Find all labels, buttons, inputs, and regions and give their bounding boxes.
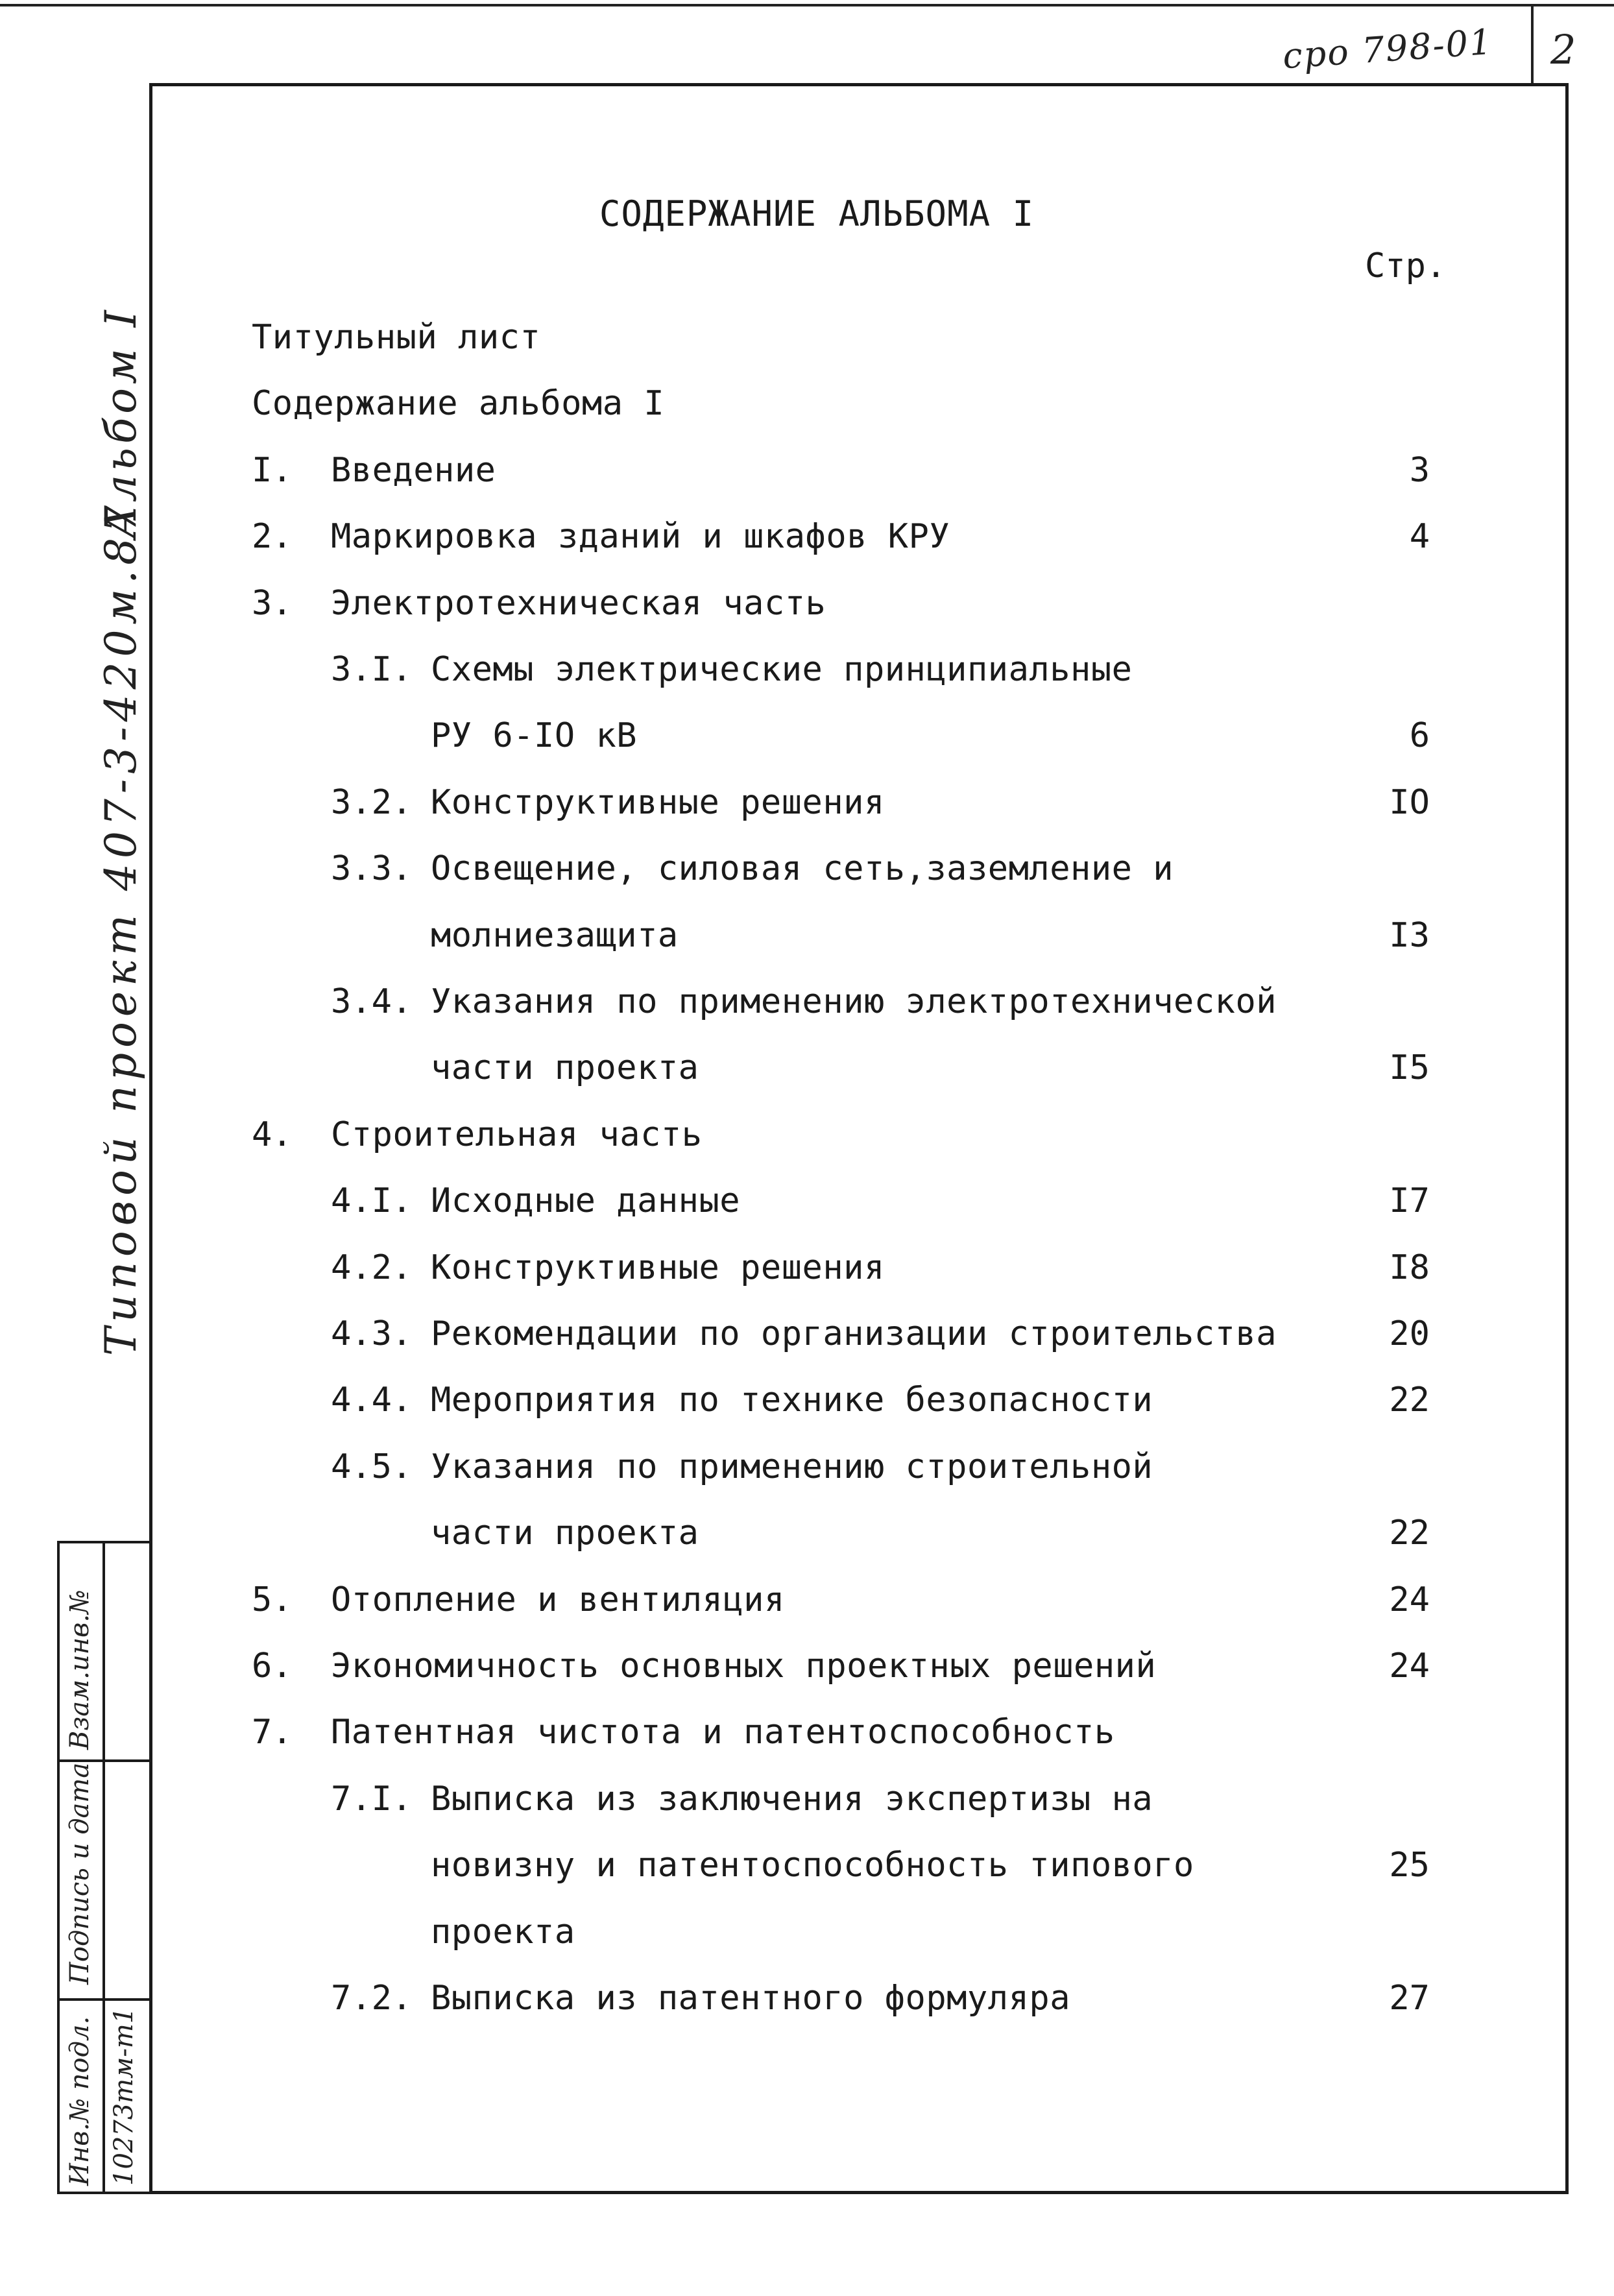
sheet-number: 2 — [1550, 26, 1576, 73]
toc-item-text: Указания по применению строительной — [431, 1447, 1153, 1486]
toc-item-number: 3. — [252, 583, 293, 623]
toc-item-number: I. — [252, 450, 293, 490]
toc-item-number: 3.3. — [331, 849, 413, 889]
toc-item-text: молниезащита — [431, 915, 679, 955]
toc-item-text: части проекта — [431, 1048, 699, 1088]
toc-item-number: 3.2. — [331, 782, 413, 822]
toc-item-number: 3.4. — [331, 982, 413, 1021]
toc-item-text: Строительная часть — [331, 1115, 703, 1154]
toc-item-text: Выписка из патентного формуляра — [431, 1979, 1071, 2018]
toc-item-text: части проекта — [431, 1514, 699, 1553]
inventory-stamp — [57, 1541, 152, 2194]
toc-item-number: 3.I. — [331, 650, 413, 689]
document-code-cell — [960, 6, 1531, 83]
toc-item-text: Экономичность основных проектных решений — [331, 1647, 1157, 1686]
toc-item-number: 4. — [252, 1115, 293, 1154]
toc-item-page: 22 — [1389, 1514, 1430, 1553]
toc-item-page: 6 — [1409, 716, 1430, 756]
toc-item-text: Рекомендации по организации строительства — [431, 1314, 1277, 1353]
toc-item-number: 7.I. — [331, 1779, 413, 1819]
toc-item-page: I5 — [1389, 1048, 1430, 1088]
page-title: СОДЕРЖАНИЕ АЛЬБОМА I — [599, 193, 1035, 234]
toc-item-text: Электротехническая часть — [331, 583, 826, 623]
toc-item-text: Патентная чистота и патентоспособность — [331, 1713, 1115, 1752]
toc-item-number: 4.2. — [331, 1248, 413, 1287]
toc-item-page: 22 — [1389, 1381, 1430, 1420]
toc-item-text: Исходные данные — [431, 1181, 741, 1221]
toc-item-text: Схемы электрические принципиальные — [431, 650, 1133, 689]
toc-item-text: Выписка из заключения экспертизы на — [431, 1779, 1153, 1819]
toc-item-number: 7.2. — [331, 1979, 413, 2018]
toc-item-page: I8 — [1389, 1248, 1430, 1287]
toc-item-text: Титульный лист — [252, 318, 541, 357]
toc-item-text: РУ 6-IO кВ — [431, 716, 638, 756]
toc-item-text: Конструктивные решения — [431, 1248, 885, 1287]
toc-item-text: Маркировка зданий и шкафов КРУ — [331, 517, 950, 557]
toc-item-number: 4.4. — [331, 1381, 413, 1420]
toc-item-text: Мероприятия по технике безопасности — [431, 1381, 1153, 1420]
stamp-replace-inv-label: Взам.инв.№ — [65, 1589, 95, 1750]
toc-item-page: 25 — [1389, 1846, 1430, 1885]
toc-item-text: Введение — [331, 450, 496, 490]
toc-item-number: 6. — [252, 1647, 293, 1686]
toc-item-page: 3 — [1409, 450, 1430, 490]
toc-item-number: 2. — [252, 517, 293, 557]
document-code: сро 798-01 — [1281, 21, 1495, 77]
toc-item-page: IO — [1389, 782, 1430, 822]
toc-item-text: Указания по применению электротехнической — [431, 982, 1277, 1021]
toc-item-page: 24 — [1389, 1647, 1430, 1686]
toc-item-number: 4.I. — [331, 1181, 413, 1221]
sheet-number-cell — [1531, 6, 1614, 83]
toc-item-page: 20 — [1389, 1314, 1430, 1353]
stamp-signature-date-label: Подпись и дата — [65, 1762, 95, 1985]
toc-item-number: 7. — [252, 1713, 293, 1752]
toc-item-number: 4.5. — [331, 1447, 413, 1486]
toc-item-text: проекта — [431, 1912, 575, 1952]
toc-item-page: I7 — [1389, 1181, 1430, 1221]
toc-item-page: I3 — [1389, 915, 1430, 955]
toc-item-text: Отопление и вентиляция — [331, 1580, 785, 1619]
stamp-divider-vertical — [102, 1543, 105, 2192]
project-title-vertical: Типовой проект 407-3-420м.87 — [96, 500, 146, 1356]
toc-item-number: 5. — [252, 1580, 293, 1619]
stamp-divider — [60, 1759, 152, 1762]
stamp-inv-original-label: Инв.№ подл. — [65, 2016, 95, 2186]
album-label-vertical: Альбом I — [96, 306, 146, 538]
stamp-inv-original-value: 10273тм-т1 — [109, 2007, 139, 2186]
page-column-header: Стр. — [1365, 247, 1447, 285]
stamp-divider — [60, 1998, 152, 2001]
toc-item-page: 24 — [1389, 1580, 1430, 1619]
toc-item-page: 27 — [1389, 1979, 1430, 2018]
toc-item-text: Освещение, силовая сеть,заземление и — [431, 849, 1174, 889]
toc-item-text: Содержание альбома I — [252, 384, 665, 424]
toc-item-page: 4 — [1409, 517, 1430, 557]
toc-item-text: Конструктивные решения — [431, 782, 885, 822]
toc-item-number: 4.3. — [331, 1314, 413, 1353]
toc-item-text: новизну и патентоспособность типового — [431, 1846, 1194, 1885]
